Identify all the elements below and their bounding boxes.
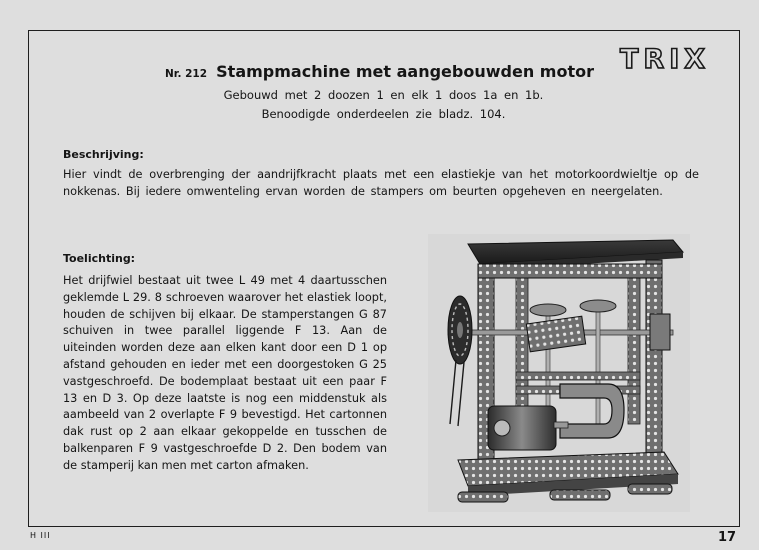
- model-number: Nr. 212: [165, 68, 208, 80]
- trix-logo: TRIX: [620, 44, 711, 75]
- stamp-machine-photo: [428, 234, 690, 512]
- footer-series-label: H III: [30, 531, 51, 540]
- subtitle-line-1: Gebouwd met 2 doozen 1 en elk 1 doos 1a en 1b.: [223, 88, 544, 102]
- description-heading: Beschrijving:: [63, 148, 144, 161]
- page-number: 17: [718, 530, 737, 545]
- model-name: Stampmachine met aangebouwden motor: [216, 62, 594, 81]
- description-text: Hier vindt de overbrenging der aandrijfkracht plaats met een elastiekje van het motorkoordwieltje op de nokkenas. Bij iedere omwenteling ervan worden de stampers om beurten opgeheven en neergelaten.: [63, 168, 699, 198]
- subtitle-line-2: Benoodigde onderdeelen zie bladz. 104.: [261, 107, 506, 121]
- explanation-text: Het drijfwiel bestaat uit twee L 49 met 4 daartusschen geklemde L 29. 8 schroeven waarover het elastiek loopt, houden de schijven bij elkaar. De stamperstangen G 87 schuiven in twee parallel liggende F 13. Aan de uiteinden worden deze aan elken kant door een D 1 op afstand gehouden en ieder met een doorgestoken G 25 vastgeschroefd. De bodemplaat bestaat uit een paar F 13 en D 3. Op deze laatste is nog een middenstuk als aambeeld van 2 overlapte F 9 bevestigd. Het cartonnen dak rust op 2 aan elkaar gekoppelde en tusschen de balkenparen F 9 vastgeschroefde D 2. Den bodem van de stamperij kan men met carton afmaken.: [63, 274, 387, 472]
- explanation-heading: Toelichting:: [63, 252, 136, 265]
- page-title: [0, 62, 759, 81]
